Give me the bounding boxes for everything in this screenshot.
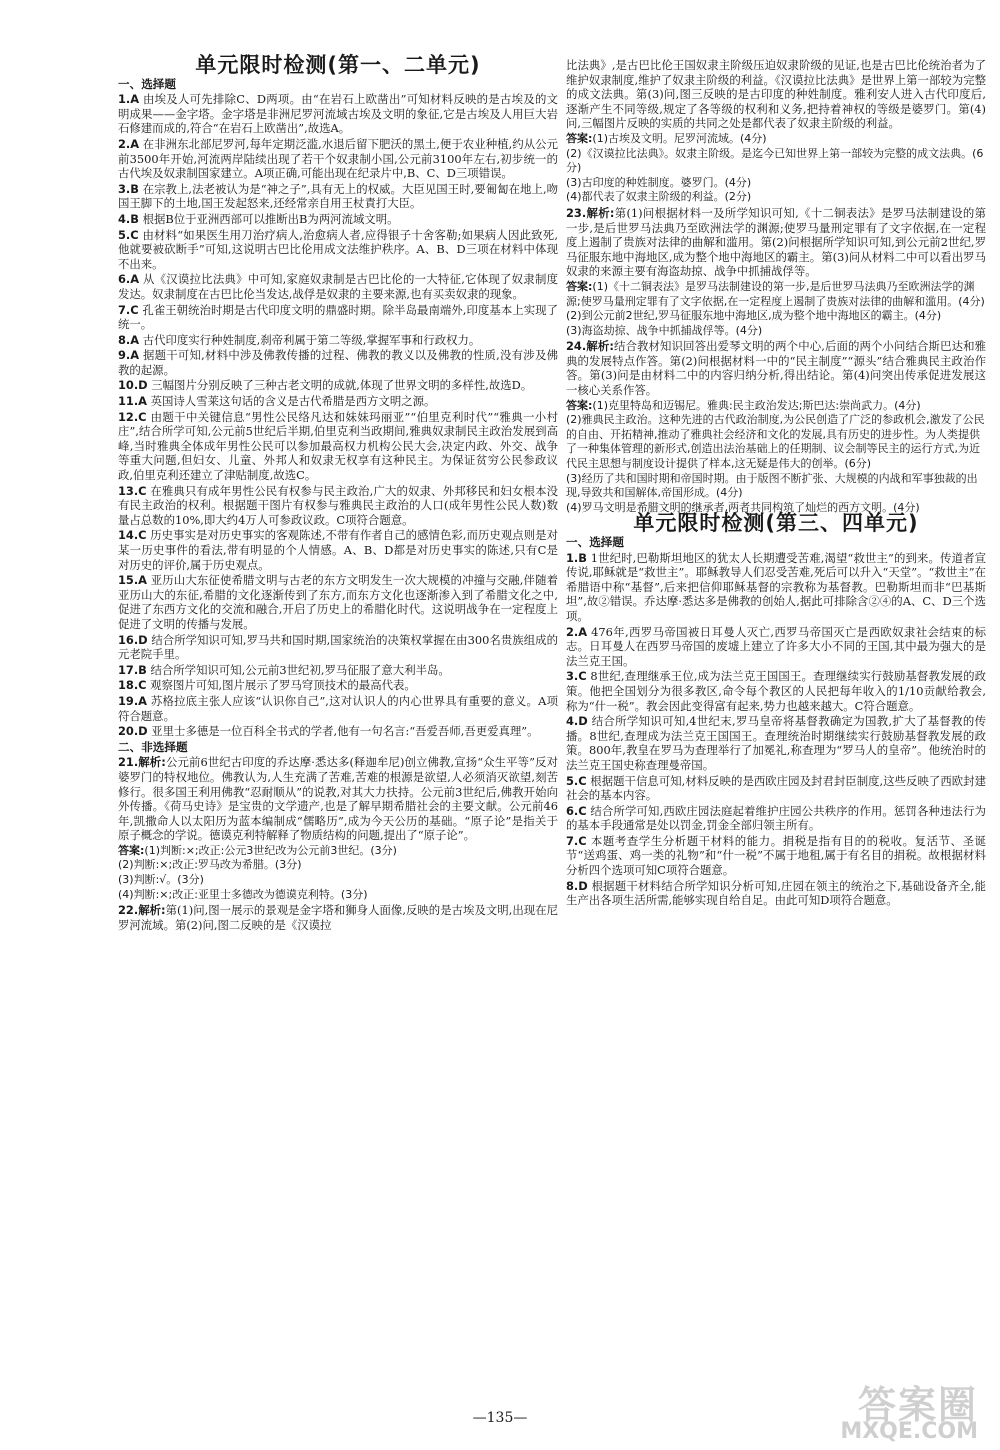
question-number: 20.D [118, 724, 148, 739]
question-number: 8.D [566, 878, 588, 893]
explanation-text: 孔雀王朝统治时期是古代印度文明的鼎盛时期。除半岛最南端外,印度基本上实现了统一。 [118, 302, 559, 332]
choice-answer-item [118, 484, 558, 528]
answer-label: 答案: [566, 398, 593, 412]
section-heading-choice-2: 一、选择题 [566, 535, 624, 549]
question-number: 1.A [118, 92, 140, 107]
answer-line: (2)判断:×;改正:罗马改为希腊。(3分) [118, 858, 302, 872]
explanation-text: 观察图片可知,图片展示了罗马穹顶技术的最高代表。 [150, 678, 416, 693]
explanation-text: 根据题干材料结合所学知识分析可知,庄园在领主的统治之下,基础设备齐全,能生产出各项生活所需,能够实现自给自足。由此可知D项符合题意。 [566, 878, 986, 908]
explanation-text: 英国诗人雪莱这句话的含义是古代希腊是西方文明之源。 [150, 394, 436, 409]
question-number: 4.D [566, 714, 588, 729]
question-number: 7.C [118, 302, 139, 317]
answer-label: 答案: [566, 131, 593, 145]
answer-line: (3)经历了共和国时期和帝国时期。由于版图不断扩张、大规模的内战和军事独裁的出现,导致共和国解体,帝国形成。(4分) [566, 471, 978, 500]
question-number: 3.C [566, 669, 587, 684]
question-number: 22. [118, 903, 139, 918]
answer-block-22 [566, 132, 986, 205]
analysis-label: 解析: [138, 755, 166, 770]
choice-answer-item [566, 714, 986, 772]
question-number: 18.C [118, 678, 147, 693]
unit-title-2: 单元限时检测(第三、四单元) [633, 511, 919, 536]
explanation-text: 根据题干信息可知,材料反映的是西欧庄园及封君封臣制度,这些反映了西欧封建社会的基本内容。 [566, 773, 986, 803]
question-number: 13.C [118, 483, 147, 498]
question-number: 24. [566, 339, 587, 354]
answer-line: (2)到公元前2世纪,罗马征服东地中海地区,成为整个地中海地区的霸主。(4分) [566, 309, 942, 323]
explanation-text: 在非洲东北部尼罗河,每年定期泛滥,水退后留下肥沃的黑土,便于农业种植,约从公元前3500年开始,河流两岸陆续出现了若干个奴隶制小国,公元前3100年左右,初步统一的古代埃及奴隶制国家建立。A项正确,可能出现在纪录片中,B、C、D三项错误。 [118, 136, 558, 181]
watermark-logo [820, 1374, 990, 1444]
choice-answer-item [118, 182, 558, 211]
question-number: 14.C [118, 528, 147, 543]
answer-line: (4)都代表了奴隶主阶级的利益。(2分) [566, 190, 752, 204]
answer-line: (1)古埃及文明。尼罗河流域。(4分) [592, 131, 767, 145]
explanation-text: 由埃及人可先排除C、D两项。由“在岩石上欧凿出”可知材料反映的是古埃及的文明成果——金字塔。金字塔是非洲尼罗河流域古埃及文明的象征,它是古埃及人用巨大岩石修建而成的,符合“在岩石上欧凿出”,故选A。 [118, 92, 558, 136]
left-column [118, 53, 559, 933]
answer-block-24 [566, 399, 986, 516]
answer-line: (2)《汉谟拉比法典》。奴隶主阶级。是迄今已知世界上第一部较为完整的成文法典。(6分) [566, 146, 984, 175]
choice-answer-item [566, 804, 986, 833]
choice-answer-item [118, 663, 558, 678]
explanation-text: 由材料“如果医生用刀治疗病人,治愈病人者,应得银子十舍客勒;如果病人因此致死,他就要被砍断手”可知,这说明古巴比伦用成文法维护秩序。A、B、D三项在材料中体现不出来。 [118, 227, 558, 271]
answer-line: (1)克里特岛和迈锡尼。雅典:民主政治发达;斯巴达:崇尚武力。(4分) [592, 398, 921, 412]
choice-answer-item [118, 694, 558, 723]
answer-line: (3)判断:√。(3分) [118, 873, 204, 887]
answer-block-21 [118, 844, 558, 902]
question-number: 4.B [118, 211, 139, 226]
answer-line: (4)判断:×;改正:亚里士多德改为德谟克利特。(3分) [118, 887, 368, 901]
question-number: 12.C [118, 409, 147, 424]
explanation-text: 8世纪,查理继承王位,成为法兰克王国国王。查理继续实行鼓励基督教发展的政策。他把全国划分为很多教区,命令每个教区的人民把每年收入的1/10贡献给教会,称为“什一税”。教会因此变得富有起来,势力也越来越大。C符合题意。 [566, 669, 986, 713]
choice-answer-item [566, 879, 986, 908]
choice-answer-item [118, 410, 558, 483]
choice-answer-item [118, 333, 558, 348]
explanation-text: 结合所学知识可知,罗马共和国时期,国家统治的决策权掌握在由300名贵族组成的元老院手里。 [118, 632, 558, 662]
explanation-text: 亚历山大东征使希腊文明与古老的东方文明发生一次大规模的冲撞与交融,伴随着亚历山大的东征,希腊的文化逐渐传到了东方,而东方文化也逐渐渗入到了希腊文化之中,促进了东西方文化的交流和融合,开启了历史上的希腊化时代。这说明战争在一定程度上促进了文明的传播与发展。 [118, 573, 558, 631]
answer-line: (4)罗马文明是希腊文明的继承者,两者共同构筑了灿烂的西方文明。(4分) [566, 500, 920, 514]
choice-answer-item [118, 724, 558, 739]
analysis-text: 第(1)问,图一展示的景观是金字塔和狮身人面像,反映的是古埃及文明,出现在尼罗河流域。第(2)问,图二反映的是《汉谟拉 [118, 903, 559, 932]
choice-answer-item [118, 378, 558, 393]
question-22 [118, 903, 558, 932]
question-number: 17.B [118, 662, 147, 677]
choice-answer-item [118, 633, 558, 662]
explanation-text: 本题考查学生分析题干材料的能力。捐税是指有目的的税收。复活节、圣诞节“送鸡蛋、鸡一类的礼物”和“什一税”不属于地租,属于有名目的捐税。故根据材料分析四个选项可知C项符合题意。 [566, 833, 986, 878]
question-number: 1.B [566, 550, 587, 565]
question-number: 15.A [118, 573, 147, 588]
explanation-text: 苏格拉底主张人应该“认识你自己”,这对认识人的内心世界具有重要的意义。A项符合题意。 [118, 693, 558, 723]
question-number: 3.B [118, 181, 139, 196]
choice-answer-list [118, 92, 558, 739]
choice-answer-item [566, 625, 986, 669]
explanation-text: 476年,西罗马帝国被日耳曼人灭亡,西罗马帝国灭亡是西欧奴隶社会结束的标志。日耳曼人在西罗马帝国的废墟上建立了许多大小不同的王国,其中最为强大的是法兰克王国。 [566, 624, 986, 668]
choice-answer-item [118, 678, 558, 693]
answer-block-23 [566, 280, 986, 338]
explanation-text: 在雅典只有成年男性公民有权参与民主政治,广大的奴隶、外邦移民和妇女根本没有民主政治的权利。根据题干图片有权参与雅典民主政治的人口(成年男性公民人数)数量占总数的10%,即大约4万人可参政议政。C项符合题意。 [118, 483, 559, 527]
watermark-main: 答案圈 [857, 1383, 978, 1427]
question-number: 19.A [118, 693, 147, 708]
explanation-text: 从《汉谟拉比法典》中可知,家庭奴隶制是古巴比伦的一大特征,它体现了奴隶制度发达。奴隶制度在古巴比伦当发达,战俘是奴隶的主要来源,也有买卖奴隶的现象。 [118, 272, 558, 301]
choice-answer-item [118, 573, 558, 631]
choice-answer-list-2 [566, 551, 986, 908]
question-number: 23. [566, 205, 587, 220]
choice-answer-item [118, 272, 558, 301]
choice-answer-item [118, 92, 558, 136]
choice-answer-item [118, 303, 558, 332]
explanation-text: 古代印度实行种姓制度,刹帝利属于第二等级,掌握军事和行政权力。 [142, 332, 481, 347]
choice-answer-item [118, 137, 558, 181]
question-number: 21. [118, 755, 139, 770]
question-number: 5.C [566, 773, 587, 788]
page-number: —135— [472, 1410, 528, 1426]
analysis-label: 解析: [586, 205, 615, 220]
explanation-text: 1世纪时,巴勒斯坦地区的犹太人长期遭受苦难,渴望“救世主”的到来。传道者宣传说,耶稣就是“救世主”。耶稣教导人们忍受苦难,死后可以升入“天堂”。“救世主”在希腊语中称“基督”,后来把信仰耶稣基督的宗教称为基督教。巴勒斯坦而非“巴基斯坦”,故②错误。乔达摩·悉达多是佛教的创始人,据此可排除含②④的A、C、D三个选项。 [566, 550, 987, 623]
analysis-text: 公元前6世纪古印度的乔达摩·悉达多(释迦牟尼)创立佛教,宣扬“众生平等”反对婆罗门的特权地位。佛教认为,人生充满了苦难,苦难的根源是欲望,人必须消灭欲望,刻苦修行。很多国王利用佛教“忍耐顺从”的说教,对其大力扶持。公元前3世纪后,佛教开始向外传播。《荷马史诗》是宝贵的文学遗产,也是了解早期希腊社会的主要文献。公元前46年,凯撒命人以太阳历为蓝本编制成“儒略历”,成为今天公历的基础。“原子论”是指关于原子概念的学说。德谟克利特解释了物质结构的问题,提出了“原子论”。 [118, 755, 558, 843]
question-number: 2.A [118, 136, 140, 151]
explanation-text: 在宗教上,法老被认为是“神之子”,具有无上的权威。大臣见国王时,要匍匐在地上,吻国王脚下的土地,国王发起怒来,还经常亲自用王杖責打大臣。 [118, 181, 559, 211]
question-number: 10.D [118, 378, 148, 393]
explanation-text: 历史事实是对历史事实的客观陈述,不带有作者自己的感情色彩,而历史观点则是对某一历史事件的看法,带有明显的个人情感。A、B、D都是对历史事实的陈述,只有C是对历史的评价,属于历史观点。 [118, 528, 559, 572]
question-number: 9.A [118, 348, 140, 363]
choice-answer-item [566, 551, 986, 624]
analysis-label: 解析: [138, 903, 166, 918]
question-number: 6.C [566, 803, 587, 818]
question-24 [566, 339, 986, 397]
choice-answer-item [118, 348, 558, 377]
choice-answer-item [118, 528, 558, 572]
question-21 [118, 755, 558, 843]
analysis-text: 第(1)问根据材料一及所学知识可知,《十二铜表法》是罗马法制建设的第一步,是后世罗马法典乃至欧洲法学的渊源;使罗马量刑定罪有了文字依据,在一定程度上遏制了贵族对法律的曲解和滥用。第(2)问根据所学知识可知,到公元前2世纪,罗马征服东地中海地区,成为整个地中海地区的霸主。第(3)问从材料二中可以看出罗马奴隶的来源主要有海盗劫掠、战争中抓捕战俘等。 [566, 205, 986, 279]
explanation-text: 由题干中关键信息“男性公民络凡达和妹妹玛丽亚”“伯里克利时代”“雅典一小村庄”,结合所学可知,公元前5世纪后半期,伯里克利当政期间,雅典奴隶制民主政治发展到高峰,当时雅典全体成年男性公民可以参加最高权力机构公民大会,决定内政、外交、战争等重大问题,但妇女、儿童、外邦人和奴隶无权享有这种民主。为保证贫穷公民参政议政,伯里克利还建立了津贴制度,故选C。 [118, 409, 558, 483]
explanation-text: 结合所学可知,西欧庄园法庭起着维护庄园公共秩序的作用。惩罚各种违法行为的基本手段通常是处以罚金,罚金全部归领主所有。 [566, 803, 987, 833]
watermark-url: MXQE.COM [840, 1419, 978, 1444]
explanation-text: 据题干可知,材料中涉及佛教传播的过程、佛教的教义以及佛教的性质,没有涉及佛教的起源。 [118, 348, 558, 377]
answer-line: (3)海盗劫掠、战争中抓捕战俘等。(4分) [566, 323, 763, 337]
right-column [566, 58, 986, 909]
section-heading-open: 二、非选择题 [118, 739, 188, 754]
explanation-text: 结合所学知识可知,4世纪末,罗马皇帝将基督教确定为国教,扩大了基督教的传播。8世纪,查理成为法兰克王国国王。查理统治时期继续实行鼓励基督教发展的政策。800年,教皇在罗马为查理举行了加冕礼,称查理为“罗马人的皇帝”。他统治时的法兰克王国史称查理曼帝国。 [566, 714, 986, 772]
question-number: 6.A [118, 272, 140, 287]
answer-label: 答案: [566, 279, 593, 293]
answer-label: 答案: [118, 843, 145, 857]
question-number: 16.D [118, 632, 148, 647]
answer-line: (1)判断:×;改正:公元3世纪改为公元前3世纪。(3分) [144, 843, 397, 857]
analysis-label: 解析: [586, 339, 614, 354]
choice-answer-item [566, 774, 986, 803]
question-number: 11.A [118, 394, 147, 409]
explanation-text: 结合所学知识可知,公元前3世纪初,罗马征服了意大利半岛。 [150, 662, 450, 677]
question-number: 5.C [118, 227, 139, 242]
explanation-text: 亚里士多德是一位百科全书式的学者,他有一句名言:“吾爱吾师,吾更爱真理”。 [151, 724, 539, 739]
question-number: 8.A [118, 332, 140, 347]
choice-answer-item [118, 212, 558, 227]
explanation-text: 三幅图片分别反映了三种古老文明的成就,体现了世界文明的多样性,故选D。 [151, 378, 533, 393]
answer-line: (3)古印度的种姓制度。婆罗门。(4分) [566, 175, 752, 189]
analysis-text: 结合教材知识回答出爱琴文明的两个中心,后面的两个小问结合斯巴达和雅典的发展特点作答。第(2)问根据材料一中的“民主制度”“源头”结合雅典民主政治作答。第(3)问是由材料二中的内容归纳分析,得出结论。第(4)问突出传承促进发展这一核心关系作答。 [566, 339, 986, 398]
answer-line: (2)雅典民主政治。这种先进的古代政治制度,为公民创造了广泛的参政机会,激发了公民的自由、开拓精神,推动了雅典社会经济和文化的发展,具有历史的进步性。为人类提供了一种集体管理的新形式,创造出法治基础上的任期制、议会制等民主的运行方式,为近代民主思想与制度设计提供了样本,这无疑是伟大的创举。(6分) [566, 413, 985, 471]
choice-answer-item [566, 669, 986, 713]
choice-answer-item [566, 834, 986, 878]
question-number: 2.A [566, 624, 588, 639]
section-heading-choice: 一、选择题 [118, 76, 176, 91]
question-22-continued: 比法典》,是古巴比伦王国奴隶主阶级压迫奴隶阶级的见证,也是古巴比伦统治者为了维护奴隶制度,维护了奴隶主阶级的利益。《汉谟拉比法典》是世界上第一部较为完整的成文法典。第(3)问,图三反映的是古印度的种姓制度。雅利安人进入古代印度后,逐渐产生不同等级,规定了各等级的权利和义务,把持着神权的等级是婆罗门。第(4)问,三幅图片反映的实质的共同之处是都代表了奴隶主阶级的利益。 [566, 58, 986, 131]
unit-title-1: 单元限时检测(第一、二单元) [195, 53, 481, 77]
choice-answer-item [118, 394, 558, 409]
question-23 [566, 206, 986, 279]
question-number: 7.C [566, 833, 587, 848]
explanation-text: 根据B位于亚洲西部可以推断出B为两河流域文明。 [142, 211, 399, 226]
answer-line: (1)《十二铜表法》是罗马法制建设的第一步,是后世罗马法典乃至欧洲法学的渊源;使罗马量刑定罪有了文字依据,在一定程度上遏制了贵族对法律的曲解和滥用。(4分) [566, 279, 985, 308]
choice-answer-item [118, 228, 558, 272]
